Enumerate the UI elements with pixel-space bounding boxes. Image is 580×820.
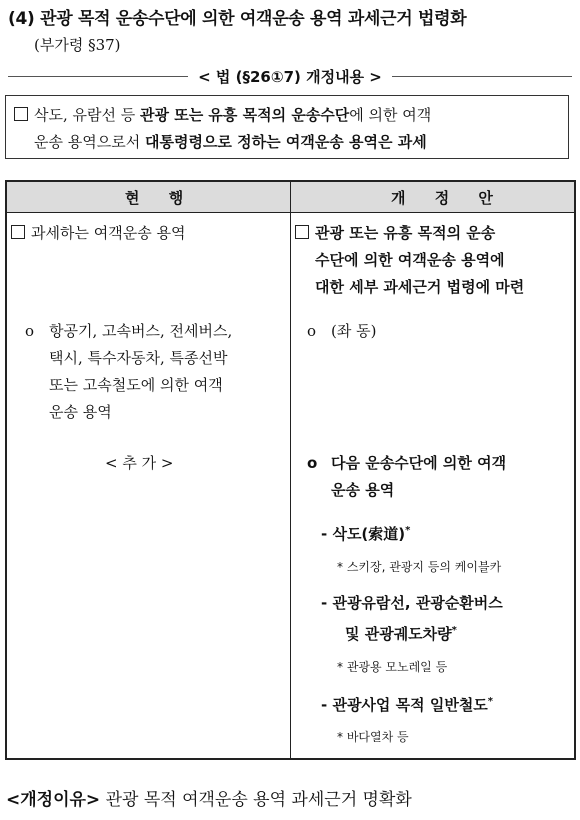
bullet-line [307, 450, 506, 477]
summary-emphasis: 관광 또는 유흥 목적의 운송수단 [140, 106, 350, 124]
bullet-text: 항공기, 고속버스, 전세버스, [49, 322, 233, 340]
sub-text: - 관광사업 목적 일반철도 [321, 696, 488, 714]
revised-note-1: * 스키장, 관광지 등의 케이블카 [337, 560, 502, 574]
bullet-o-icon: o [25, 322, 35, 340]
bullet-line: 택시, 특수자동차, 특종선박 [49, 349, 228, 367]
amendment-heading [0, 66, 580, 87]
checkbox-square-icon [14, 107, 28, 121]
reason-label: <개정이유> [6, 790, 101, 810]
current-added-placeholder: < 추 가 > [105, 454, 174, 472]
revised-text: 관광 또는 유흥 목적의 운송 [315, 224, 496, 242]
current-item-1-text: 과세하는 여객운송 용역 [31, 224, 186, 242]
bullet-line [25, 318, 232, 345]
summary-text: 운송 용역으로서 [34, 133, 145, 151]
summary-emphasis: 대통령령으로 정하는 여객운송 용역은 과세 [144, 133, 427, 151]
revised-line: 대한 세부 과세근거 법령에 마련 [315, 278, 525, 296]
sub-text-line2 [321, 617, 503, 648]
revised-item-1 [295, 220, 524, 301]
checkbox-square-icon [11, 225, 25, 239]
checkbox-square-icon [295, 225, 309, 239]
bullet-o-icon: o [307, 454, 318, 472]
bullet-line: 또는 고속철도에 의한 여객 [49, 376, 223, 394]
amendment-heading-text: < 법 (§26①7) 개정내용 > [188, 68, 392, 86]
summary-text: 삭도, 유람선 등 [34, 106, 141, 124]
summary-text: 에 의한 여객 [349, 106, 432, 124]
section-subtitle: (부가령 §37) [34, 36, 121, 54]
revised-bullet-1 [307, 318, 376, 345]
column-divider [290, 182, 291, 758]
bullet-text: (좌 동) [331, 322, 377, 340]
revised-sub-2 [321, 590, 503, 648]
comparison-table [5, 180, 576, 760]
footnote-mark: * [487, 696, 494, 707]
revised-note-3: * 바다열차 등 [337, 730, 409, 744]
reason-text: 관광 목적 여객운송 용역 과세근거 명확화 [100, 790, 412, 810]
sub-text: 및 관광궤도차량 [345, 625, 452, 643]
current-bullet-1 [25, 318, 232, 426]
revised-sub-1 [321, 517, 410, 548]
summary-line-2 [14, 129, 560, 156]
footnote-mark: * [405, 525, 411, 536]
bullet-text: 다음 운송수단에 의한 여객 [331, 454, 507, 472]
footnote-mark: * [451, 625, 457, 636]
amendment-summary-box [5, 95, 569, 159]
bullet-line: 운송 용역 [49, 403, 112, 421]
bullet-line: 운송 용역 [331, 481, 395, 499]
header-current: 현 행 [125, 189, 196, 207]
revised-line [295, 220, 524, 247]
header-revised: 개 정 안 [391, 189, 505, 207]
revised-note-2: * 관광용 모노레일 등 [337, 660, 448, 674]
amendment-reason [6, 785, 412, 810]
sub-text: - 관광유람선, 관광순환버스 [321, 594, 503, 612]
revised-bullet-2 [307, 450, 506, 504]
current-item-1 [11, 220, 185, 247]
bullet-o-icon: o [307, 322, 317, 340]
revised-sub-3 [321, 688, 493, 719]
summary-line-1 [14, 102, 560, 129]
sub-text: - 삭도(索道) [321, 525, 406, 543]
revised-line: 수단에 의한 여객운송 용역에 [315, 251, 505, 269]
section-title: (4) 관광 목적 운송수단에 의한 여객운송 용역 과세근거 법령화 [8, 9, 467, 29]
